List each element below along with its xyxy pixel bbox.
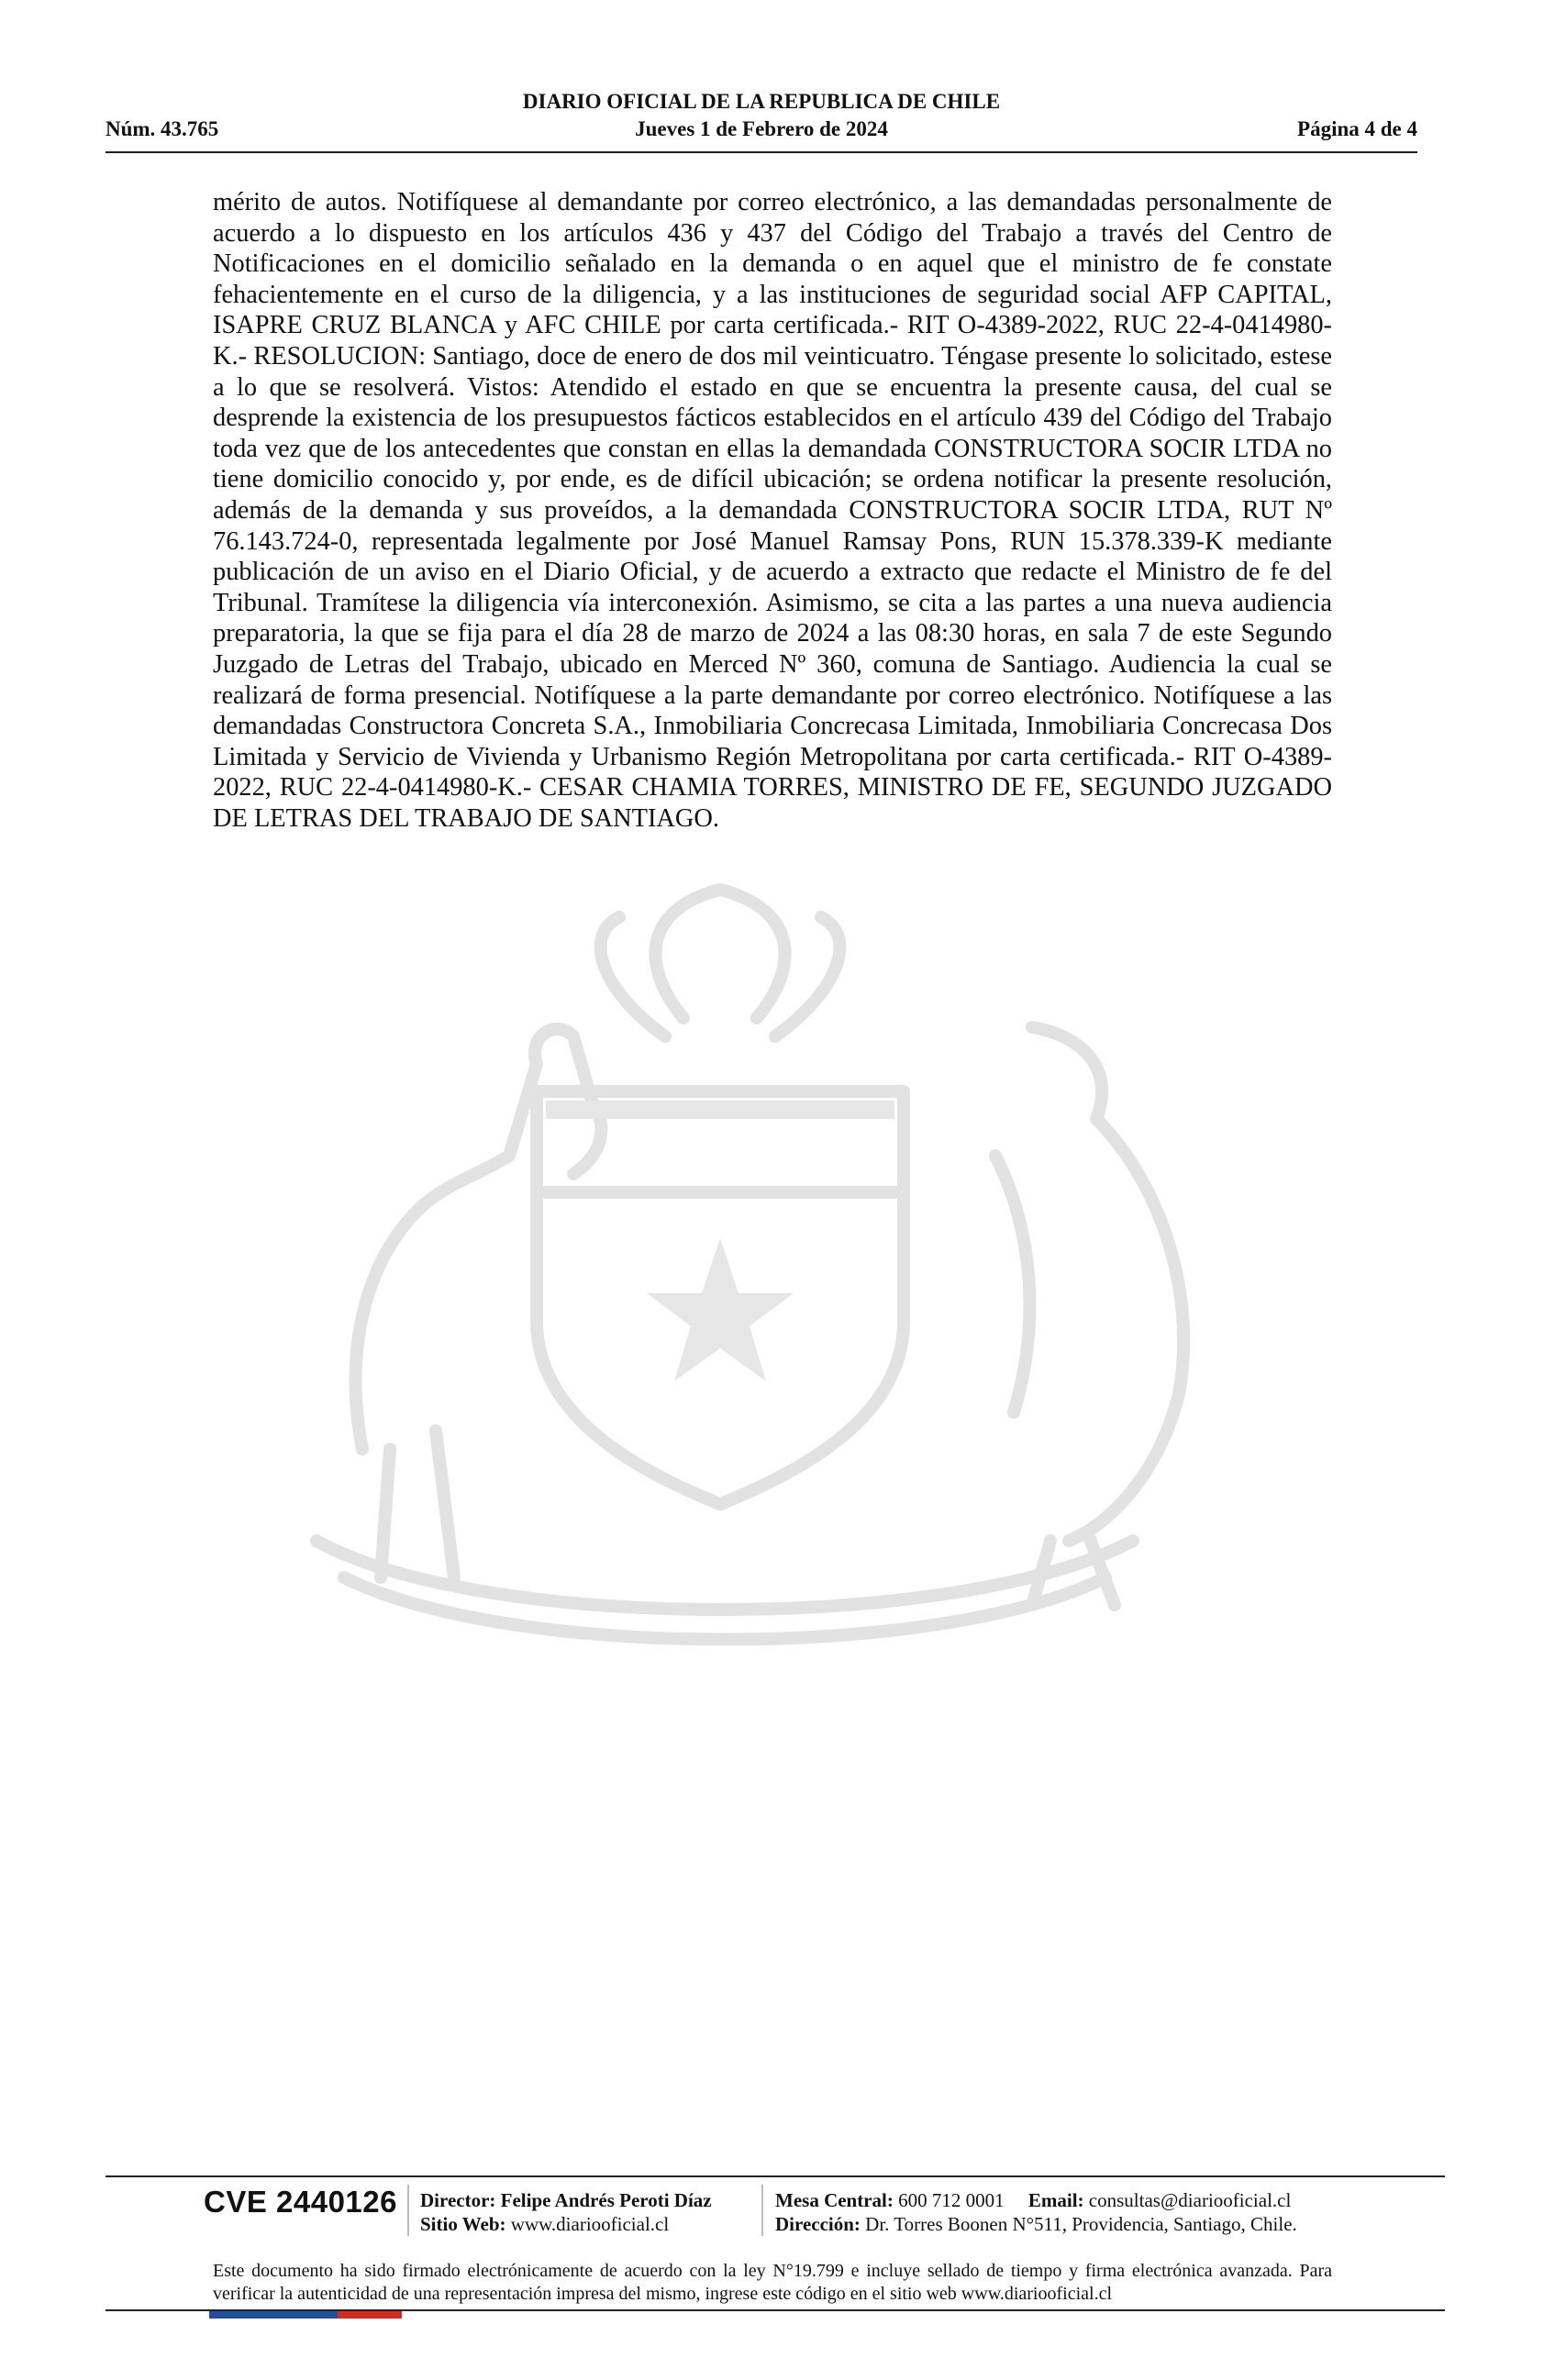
website-label: Sitio Web: (420, 2213, 506, 2235)
coat-of-arms-watermark-icon (206, 880, 1243, 1651)
address-label: Dirección: (775, 2213, 861, 2235)
flag-stripe-blue (273, 2311, 338, 2319)
legal-notice-text: mérito de autos. Notifíquese al demandante por correo electrónico, a las demandadas personalmente de acuerdo a lo dispuesto en los artículos 436 y 437 del Código del Trabajo a través del Centro de Notificaciones en el domicilio señalado en la demanda o en aquel que el ministro de fe constate fehacientemente en el curso de la diligencia, y a las instituciones de seguridad social AFP CAPITAL, ISAPRE CRUZ BLANCA y AFC CHILE por carta certificada.- RIT O-4389-2022, RUC 22-4-0414980-K.- RESOLUCION: Santiago, doce de enero de dos mil veinticuatro. Téngase presente lo solicitado, estese a lo que se resolverá. Vistos: Atendido el estado en que se encuentra la presente causa, del cual se desprende la existencia de los presupuestos fácticos establecidos en el artículo 439 del Código del Trabajo toda vez que de los antecedentes que constan en ellas la demandada CONSTRUCTORA SOCIR LTDA no tiene domicilio conocido y, por ende, es de difícil ubicación; se ordena notificar la presente resolución, además de la demanda y sus proveídos, a la demandada CONSTRUCTORA SOCIR LTDA, RUT Nº 76.143.724-0, representada legalmente por José Manuel Ramsay Pons, RUN 15.378.339-K mediante publicación de un aviso en el Diario Oficial, y de acuerdo a extracto que redacte el Ministro de fe del Tribunal. Tramítese la diligencia vía interconexión. Asimismo, se cita a las partes a una nueva audiencia preparatoria, la que se fija para el día 28 de marzo de 2024 a las 08:30 horas, en sala 7 de este Segundo Juzgado de Letras del Trabajo, ubicado en Merced Nº 360, comuna de Santiago. Audiencia la cual se realizará de forma presencial. Notifíquese a la parte demandante por correo electrónico. Notifíquese a las demandadas Constructora Concreta S.A., Inmobiliaria Concrecasa Limitada, Inmobiliaria Concrecasa Dos Limitada y Servicio de Vivienda y Urbanismo Región Metropolitana por carta certificada.- RIT O-4389-2022, RUC 22-4-0414980-K.- CESAR CHAMIA TORRES, MINISTRO DE FE, SEGUNDO JUZGADO DE LETRAS DEL TRABAJO DE SANTIAGO. (213, 188, 1332, 833)
email-label: Email: (1027, 2189, 1084, 2211)
phone-number: 600 712 0001 (898, 2189, 1005, 2211)
phone-label: Mesa Central: (775, 2189, 894, 2211)
page-header (106, 88, 1417, 152)
header-row (106, 117, 1417, 145)
header-divider (106, 151, 1417, 153)
signature-disclaimer: Este documento ha sido firmado electrónicamente de acuerdo con la ley N°19.799 e incluye sellado de tiempo y firma electrónica avanzada. Para verificar la autenticidad de una representación impresa del mismo, ingrese este código en el sitio web www.diariooficial.cl (213, 2261, 1332, 2304)
flag-stripe-red (338, 2311, 402, 2319)
address-value: Dr. Torres Boonen N°511, Providencia, Santiago, Chile. (865, 2213, 1297, 2235)
footer-separator (761, 2185, 763, 2236)
flag-stripe-blue (209, 2311, 273, 2319)
publication-title: DIARIO OFICIAL DE LA REPUBLICA DE CHILE (522, 90, 1001, 113)
issue-number: Núm. 43.765 (106, 117, 219, 140)
director-label: Director: (420, 2189, 496, 2211)
page-number: Página 4 de 4 (1297, 117, 1417, 140)
issue-date: Jueves 1 de Febrero de 2024 (635, 117, 888, 140)
footer-divider-top (106, 2175, 1445, 2177)
director-name: Felipe Andrés Peroti Díaz (500, 2189, 712, 2211)
footer-separator (407, 2185, 409, 2236)
chile-flag-strip (209, 2311, 402, 2319)
email-link[interactable]: consultas@diariooficial.cl (1088, 2189, 1292, 2211)
footer-contact-column (775, 2188, 1297, 2236)
footer-director-column (420, 2188, 712, 2236)
cve-code: CVE 2440126 (204, 2185, 397, 2219)
website-link[interactable]: www.diariooficial.cl (510, 2213, 670, 2235)
